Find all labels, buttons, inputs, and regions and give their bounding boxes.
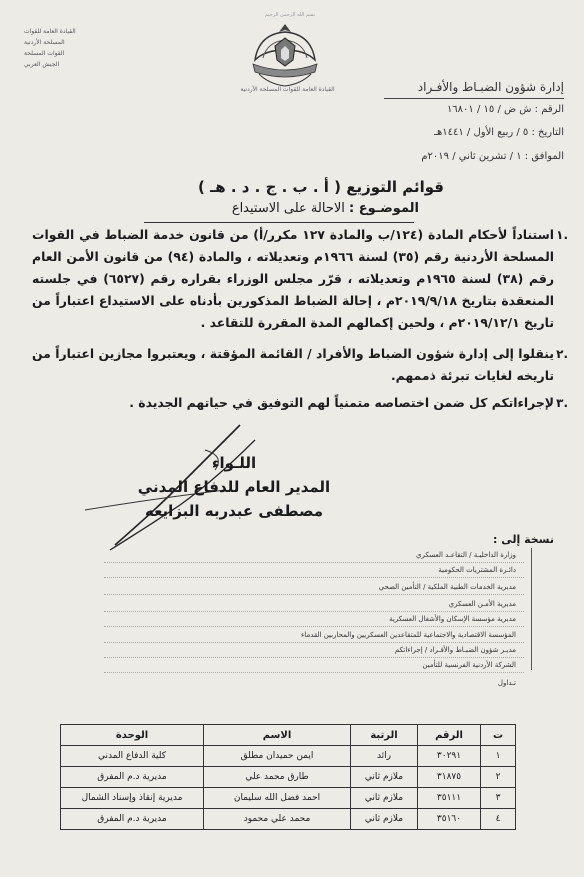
divider (104, 642, 524, 643)
basmala: بسم الله الرحمن الرحيم (264, 12, 316, 18)
signature-position: المدير العام للدفاع المدني (137, 478, 331, 496)
corresponding-label: الموافق (531, 151, 564, 162)
subject-text: الاحالة على الاستيداع (231, 201, 345, 216)
cell-seq: ٣ (481, 788, 516, 809)
column-header: الاسم (204, 725, 351, 746)
paragraph-number: .٢ (556, 347, 568, 361)
cell-unit: كلية الدفاع المدني (61, 746, 204, 767)
paragraph-text: ينقلوا إلى إدارة شؤون الضباط والأفراد / القائمة المؤقتة ، ويعتبروا مجازين اعتباراً من تاريخه لغايات تبرئة ذممهم. (32, 346, 554, 383)
divider (104, 562, 524, 563)
cell-unit: مديرية د.م المفرق (61, 767, 204, 788)
divider (104, 577, 524, 578)
table-row (61, 809, 516, 830)
cc-bracket (523, 548, 532, 670)
cell-number: ٣٥١٦٠ (418, 809, 481, 830)
cc-item: وزارة الداخليـة / التقاعـد العسكري (416, 551, 516, 559)
paragraph-text: استناداً لأحكام المادة (١٢٤/ب والمادة ١٢٧ مكرر/أ) من قانون خدمة الضباط في القوات المسلحة الأردنية رقم (٣٥) لسنة ١٩٦٦م وتعديلاته ، والمادة (٩٤) من قانون الأمن العام رقم (٣٨) لسنة ١٩٦٥م وتعديلاته ، قرّر مجلس الوزراء بقراره رقم (٦٥٢٧) في جلسته المنعقدة بتاريخ ٢٠١٩/٩/١٨م ، إحالة الضباط المذكورين بأدناه على الاستيداع اعتباراً من تاريخ ٢٠١٩/١٢/١م ، ولحين إكمالهم المدة المقررة للتقاعد . (32, 227, 555, 330)
divider (104, 657, 524, 658)
gregorian-date: الموافق : ١ / تشرين ثاني / ٢٠١٩م (421, 151, 564, 162)
paragraph-text: لإجراءاتكم كل ضمن اختصاصه متمنياً لهم التوفيق في حياتهم الجديدة . (129, 395, 554, 410)
cell-number: ٣١٨٧٥ (418, 767, 481, 788)
cell-rank: ملازم ثاني (351, 788, 418, 809)
paragraph-2 (32, 343, 568, 387)
paragraph-number: .١ (556, 228, 568, 242)
cell-rank: ملازم ثاني (351, 767, 418, 788)
cc-item: مديرية مؤسسة الإسكان والأشغال العسكرية (389, 615, 516, 623)
reference-number: الرقم : ش ض / ١٥ / ١٦٨٠١ (446, 104, 564, 115)
corresponding-value: ١ / تشرين ثاني / ٢٠١٩م (421, 151, 522, 162)
cell-number: ٣٠٢٩١ (418, 746, 481, 767)
cell-name: طارق محمد علي (204, 767, 351, 788)
cell-name: محمد علي محمود (204, 809, 351, 830)
divider (384, 98, 564, 99)
table-header-row (61, 725, 516, 746)
cell-rank: ملازم ثاني (351, 809, 418, 830)
table-row (61, 746, 516, 767)
left-letterhead-line: القيادة العامة للقوات (24, 28, 76, 35)
left-letterhead-line: الجيش العربي (24, 61, 60, 68)
cell-unit: مديرية إنقاذ وإسناد الشمال (61, 788, 204, 809)
cell-rank: رائد (351, 746, 418, 767)
left-letterhead (24, 26, 119, 70)
paragraph-1 (32, 224, 568, 334)
left-letterhead-line: القوات المسلحة (24, 50, 65, 57)
signature-name: مصطفى عبدربه البزايعه (144, 502, 324, 520)
cc-item: مديرية الخدمات الطبية الملكية / التأمين الصحي (378, 583, 516, 591)
paragraph-3 (32, 392, 568, 414)
cell-seq: ٢ (481, 767, 516, 788)
column-header: الرقم (418, 725, 481, 746)
department-name: إدارة شؤون الضبـاط والأفـراد (417, 80, 564, 94)
subject-line (232, 201, 419, 216)
emblem-caption: القيادة العامة للقوات المسلحة الأردنية (240, 86, 335, 93)
divider (104, 611, 524, 612)
cell-seq: ١ (481, 746, 516, 767)
divider (144, 222, 414, 223)
document-title: قوائم التوزيع ( أ . ب . ج . د . هـ ) (198, 178, 444, 196)
table-row (61, 788, 516, 809)
ref-value: ش ض / ١٥ / ١٦٨٠١ (446, 104, 532, 115)
cc-item: تـداول (497, 679, 516, 687)
column-header: الرتبة (351, 725, 418, 746)
crest-icon (245, 20, 325, 90)
cell-unit: مديرية د.م المفرق (61, 809, 204, 830)
officers-table (60, 724, 516, 830)
signature-rank: اللـواء (211, 454, 257, 472)
cell-name: احمد فضل الله سليمان (204, 788, 351, 809)
date-value: ٥ / ربيع الأول / ١٤٤١هـ (434, 127, 529, 138)
paragraph-number: .٣ (556, 396, 568, 410)
divider (104, 594, 524, 595)
left-letterhead-line: المسلحة الأردنية (24, 39, 65, 46)
cc-item: مديـر شؤون الضبـاط والأفـراد / إجراءاتكم (394, 646, 516, 654)
hijri-date: التاريخ : ٥ / ربيع الأول / ١٤٤١هـ (434, 127, 564, 138)
cc-item: المؤسسة الاقتصادية والاجتماعية للمتقاعدين العسكريين والمحاربين القدماء (301, 631, 516, 639)
column-header: ت (481, 725, 516, 746)
cc-item: مديرية الأمـن العسكري (448, 600, 516, 608)
table-row (61, 767, 516, 788)
cc-title: نسخة إلى : (492, 533, 554, 546)
date-label: التاريخ (538, 127, 564, 138)
divider (104, 626, 524, 627)
subject-label: الموضـوع : (349, 201, 419, 216)
column-header: الوحدة (61, 725, 204, 746)
cell-seq: ٤ (481, 809, 516, 830)
cc-item: الشركة الأردنية الفرنسية للتأمين (422, 661, 516, 669)
cell-name: ايمن حميدان مطلق (204, 746, 351, 767)
cell-number: ٣٥١١١ (418, 788, 481, 809)
divider (104, 672, 524, 673)
cc-item: دائـرة المشتريات الحكومية (438, 566, 516, 574)
ref-label: الرقم (541, 104, 564, 115)
